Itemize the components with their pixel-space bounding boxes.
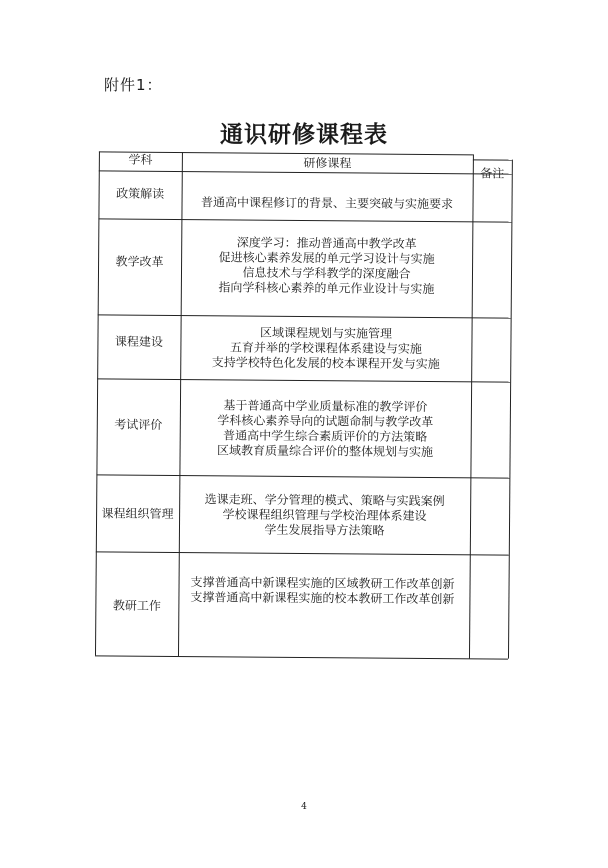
course-item: 基于普通高中学业质量标准的教学评价 xyxy=(223,398,428,415)
course-item: 深度学习：推动普通高中教学改革 xyxy=(236,235,417,251)
table-border-top-remarks xyxy=(473,159,512,160)
course-item: 选课走班、学分管理的模式、策略与实践案例 xyxy=(204,492,445,509)
subject-cell: 教研工作 xyxy=(112,598,161,613)
header-subject: 学科 xyxy=(128,152,153,167)
header-course: 研修课程 xyxy=(303,156,352,171)
course-item: 支持学校特色化发展的校本课程开发与实施 xyxy=(211,355,440,372)
course-item: 普通高中课程修订的背景、主要突破与实施要求 xyxy=(200,195,454,212)
course-item: 指向学科核心素养的单元作业设计与实施 xyxy=(218,280,435,297)
table-row-divider xyxy=(98,314,511,318)
course-cell xyxy=(180,325,471,372)
page-title: 通识研修课程表 xyxy=(220,122,388,148)
table-row-divider xyxy=(96,551,509,555)
subject-cell: 课程组织管理 xyxy=(101,506,174,522)
table-border-right xyxy=(508,160,513,659)
course-item: 区域课程规划与实施管理 xyxy=(259,325,393,341)
course-item: 支撑普通高中新课程实施的校本教研工作改革创新 xyxy=(190,590,455,607)
course-item: 促进核心素养发展的单元学习设计与实施 xyxy=(218,250,435,267)
table-row-divider xyxy=(98,218,511,222)
subject-cell: 教学改革 xyxy=(115,254,164,269)
table-row-divider xyxy=(97,378,510,382)
course-cell xyxy=(181,235,472,297)
course-cell xyxy=(180,398,471,460)
course-item: 支撑普通高中新课程实施的区域教研工作改革创新 xyxy=(190,575,455,592)
course-item: 学科核心素养导向的试题命制与教学改革 xyxy=(217,413,434,430)
course-cell xyxy=(184,575,460,607)
course-cell xyxy=(181,195,472,212)
course-cell xyxy=(179,492,470,539)
header-remarks: 备注 xyxy=(480,166,505,181)
subject-cell: 考试评价 xyxy=(114,417,163,432)
attachment-label: 附件1： xyxy=(104,76,163,94)
table-row-divider xyxy=(96,474,509,478)
subject-cell: 政策解读 xyxy=(116,186,165,201)
subject-cell: 课程建设 xyxy=(114,334,164,349)
table-border-bottom xyxy=(95,655,508,659)
page-number: 4 xyxy=(301,802,307,812)
course-item: 信息技术与学科教学的深度融合 xyxy=(242,265,411,281)
course-item: 区域教育质量综合评价的整体规划与实施 xyxy=(217,443,434,460)
course-item: 学生发展指导方法策略 xyxy=(264,522,385,538)
table-border-left xyxy=(95,151,100,655)
course-item: 五育并举的学校课程体系建设与实施 xyxy=(229,340,422,356)
course-item: 普通高中学生综合素质评价的方法策略 xyxy=(223,428,428,445)
course-item: 学校课程组织管理与学校治理体系建设 xyxy=(222,507,427,523)
